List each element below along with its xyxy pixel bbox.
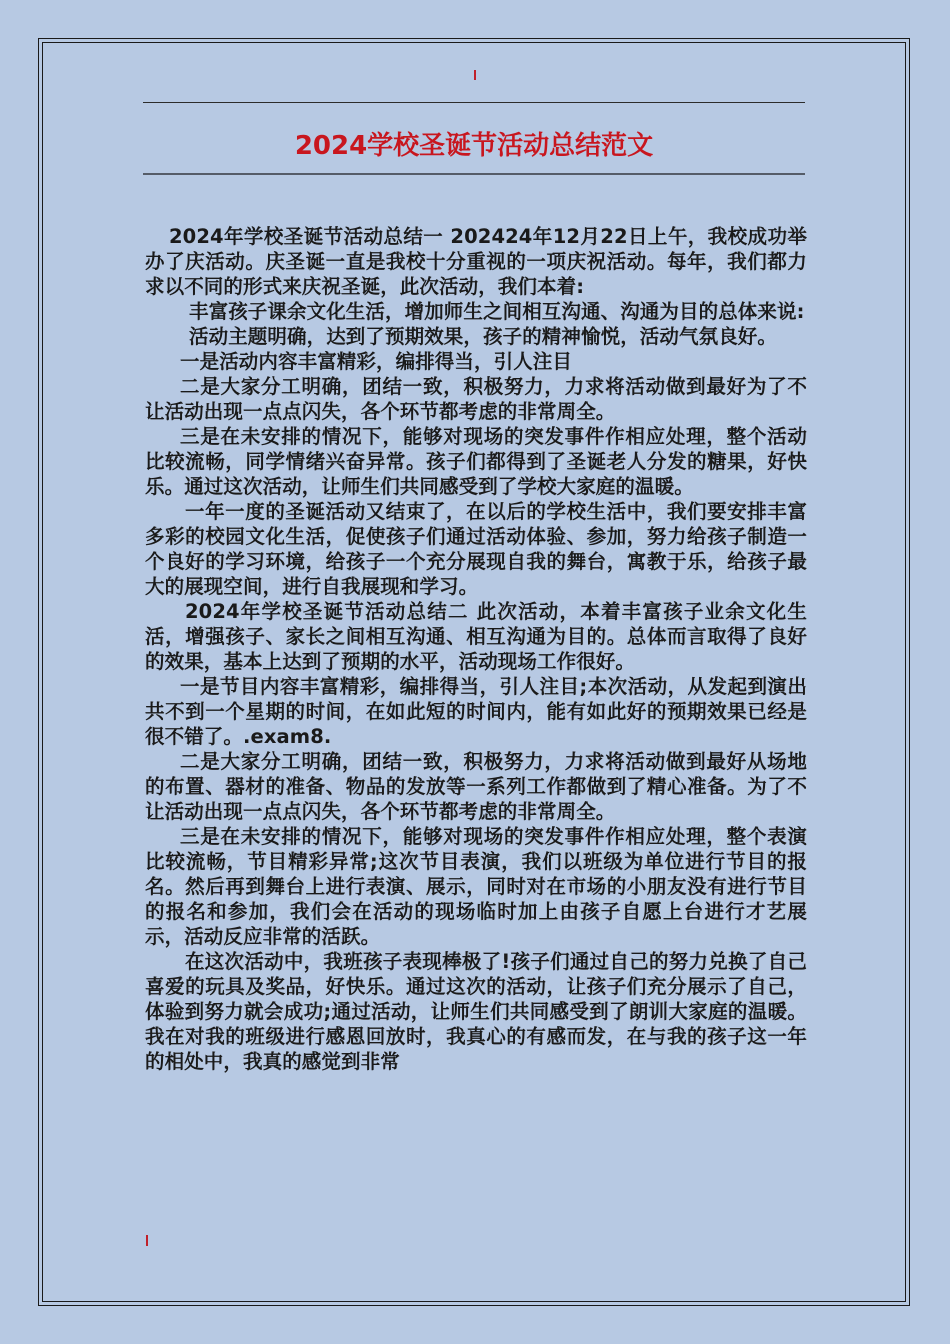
- paragraph: 丰富孩子课余文化生活，增加师生之间相互沟通、沟通为目的总体来说:: [189, 300, 805, 323]
- paragraph: 二是大家分工明确，团结一致，积极努力，力求将活动做到最好为了不让活动出现一点点闪失，各个环节都考虑的非常周全。: [145, 375, 807, 423]
- title-underline: [143, 173, 805, 175]
- header-mark: [474, 70, 476, 80]
- header-rule: [143, 102, 805, 103]
- paragraph: 2024年学校圣诞节活动总结一 202424年12月22日上午，我校成功举办了庆活动。庆圣诞一直是我校十分重视的一项庆祝活动。每年，我们都力求以不同的形式来庆祝圣诞，此次活动，我们本着:: [145, 225, 807, 298]
- paragraph: 活动主题明确，达到了预期效果，孩子的精神愉悦，活动气氛良好。: [189, 325, 778, 348]
- footer-mark: [146, 1235, 148, 1246]
- document-body: [145, 224, 807, 1074]
- paragraph: 一是活动内容丰富精彩，编排得当，引人注目: [180, 350, 573, 373]
- paragraph: 在这次活动中，我班孩子表现棒极了!孩子们通过自己的努力兑换了自己喜爱的玩具及奖品，好快乐。通过这次的活动，让孩子们充分展示了自己，体验到努力就会成功;通过活动，让师生们共同感受到了朗训大家庭的温暖。我在对我的班级进行感恩回放时，我真心的有感而发，在与我的孩子这一年的相处中，我真的感觉到非常: [145, 950, 807, 1073]
- paragraph: 一是节目内容丰富精彩，编排得当，引人注目;本次活动，从发起到演出共不到一个星期的时间，在如此短的时间内，能有如此好的预期效果已经是很不错了。.exam8.: [145, 675, 807, 748]
- document-title: 2024学校圣诞节活动总结范文: [294, 131, 654, 161]
- paragraph: 三是在未安排的情况下，能够对现场的突发事件作相应处理，整个活动比较流畅，同学情绪兴奋异常。孩子们都得到了圣诞老人分发的糖果，好快乐。通过这次活动，让师生们共同感受到了学校大家庭的温暖。: [145, 425, 807, 498]
- paragraph: 2024年学校圣诞节活动总结二 此次活动，本着丰富孩子业余文化生活，增强孩子、家长之间相互沟通、相互沟通为目的。总体而言取得了良好的效果，基本上达到了预期的水平，活动现场工作很好。: [145, 600, 807, 673]
- paragraph: 三是在未安排的情况下，能够对现场的突发事件作相应处理，整个表演比较流畅，节目精彩异常;这次节目表演，我们以班级为单位进行节目的报名。然后再到舞台上进行表演、展示，同时对在市场的小朋友没有进行节目的报名和参加，我们会在活动的现场临时加上由孩子自愿上台进行才艺展示，活动反应非常的活跃。: [145, 825, 807, 948]
- paragraph: 一年一度的圣诞活动又结束了，在以后的学校生活中，我们要安排丰富多彩的校园文化生活，促使孩子们通过活动体验、参加，努力给孩子制造一个良好的学习环境，给孩子一个充分展现自我的舞台，寓教于乐，给孩子最大的展现空间，进行自我展现和学习。: [145, 500, 807, 598]
- paragraph: 二是大家分工明确，团结一致，积极努力，力求将活动做到最好从场地的布置、器材的准备、物品的发放等一系列工作都做到了精心准备。为了不让活动出现一点点闪失，各个环节都考虑的非常周全。: [145, 750, 807, 823]
